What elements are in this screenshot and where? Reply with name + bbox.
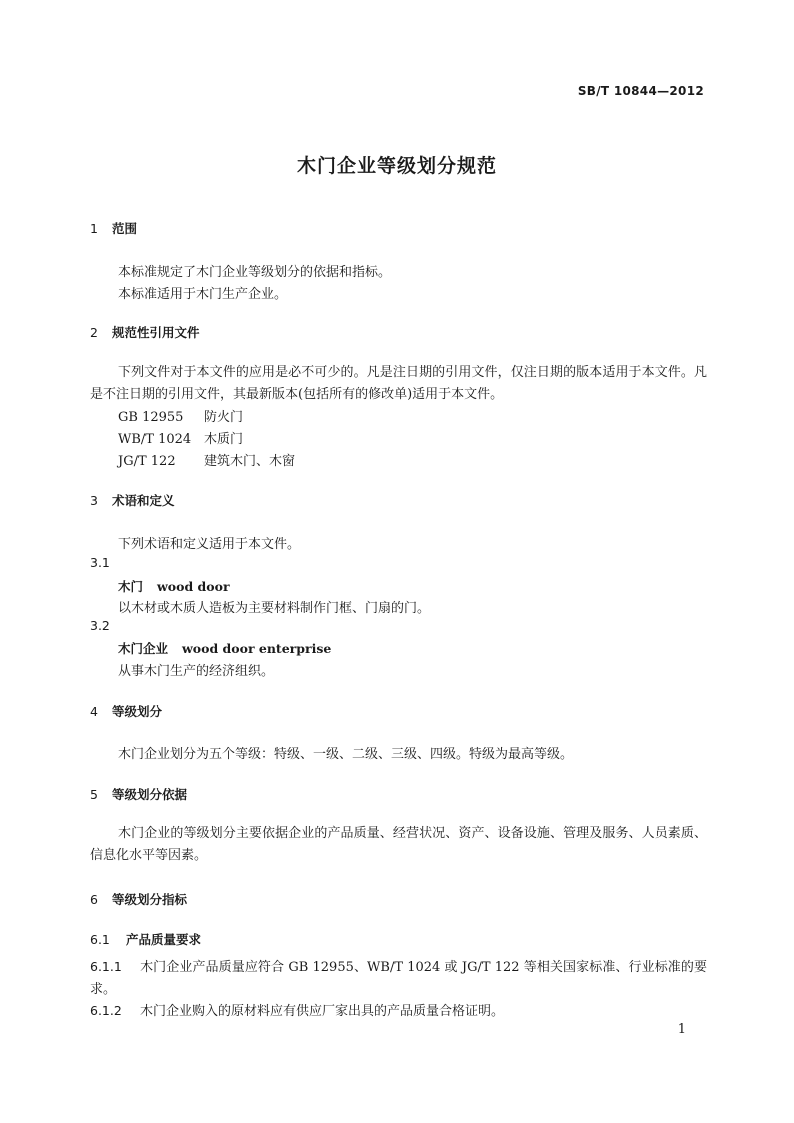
clause-text: 木门企业购入的原材料应有供应厂家出具的产品质量合格证明。 (140, 1004, 505, 1019)
reference-code: GB 12955 (118, 410, 184, 425)
standard-number: SB/T 10844—2012 (577, 84, 704, 98)
section-title: 等级划分依据 (112, 787, 188, 802)
reference-name: 防火门 (204, 410, 244, 425)
section-4-heading (90, 702, 162, 720)
reference-code: JG/T 122 (118, 454, 176, 469)
section-title: 规范性引用文件 (112, 325, 200, 340)
clause (90, 956, 707, 1001)
term-chinese: 木门企业 (118, 641, 169, 656)
reference-item (118, 450, 295, 469)
page-number: 1 (677, 1022, 686, 1037)
term-chinese: 木门 (118, 579, 144, 594)
reference-name: 建筑木门、木窗 (204, 454, 296, 469)
paragraph: 下列文件对于本文件的应用是必不可少的。凡是注日期的引用文件，仅注日期的版本适用于本文件。凡是不注日期的引用文件，其最新版本(包括所有的修改单)适用于本文件。 (90, 365, 707, 402)
section-number: 6 (90, 892, 98, 907)
section-number: 1 (90, 221, 98, 236)
term-english: wood door (157, 579, 230, 594)
section-6-heading (90, 890, 187, 908)
section-number: 2 (90, 325, 98, 340)
clause-number: 6.1.2 (90, 1003, 122, 1018)
section-number: 5 (90, 787, 98, 802)
reference-item (118, 406, 243, 425)
section-3-heading (90, 491, 175, 509)
section-title: 等级划分指标 (112, 892, 188, 907)
reference-name: 木质门 (204, 432, 244, 447)
term-number: 3.1 (90, 555, 110, 570)
clause (90, 1000, 504, 1019)
section-title: 等级划分 (112, 704, 163, 719)
section-title: 术语和定义 (112, 493, 175, 508)
reference-item (118, 428, 243, 447)
paragraph: 木门企业划分为五个等级：特级、一级、二级、三级、四级。特级为最高等级。 (118, 747, 574, 762)
subsection-title: 产品质量要求 (126, 932, 202, 947)
term-definition: 以木材或木质人造板为主要材料制作门框、门扇的门。 (118, 601, 431, 616)
document-title: 木门企业等级划分规范 (296, 155, 497, 177)
paragraph: 下列术语和定义适用于本文件。 (118, 537, 301, 552)
section-1-heading (90, 219, 137, 237)
paragraph: 本标准适用于木门生产企业。 (118, 287, 288, 302)
term-heading (118, 638, 331, 657)
clause-number: 6.1.1 (90, 959, 122, 974)
section-2-heading (90, 323, 200, 341)
section-title: 范围 (112, 221, 138, 236)
term-english: wood door enterprise (182, 641, 332, 656)
section-number: 3 (90, 493, 98, 508)
section-5-heading (90, 785, 187, 803)
subsection-heading (90, 930, 201, 948)
term-number: 3.2 (90, 618, 110, 633)
section-number: 4 (90, 704, 98, 719)
reference-code: WB/T 1024 (118, 432, 192, 447)
paragraph: 本标准规定了木门企业等级划分的依据和指标。 (118, 265, 392, 280)
paragraph: 木门企业的等级划分主要依据企业的产品质量、经营状况、资产、设备设施、管理及服务、人员素质、信息化水平等因素。 (90, 826, 707, 863)
term-definition: 从事木门生产的经济组织。 (118, 664, 275, 679)
subsection-number: 6.1 (90, 932, 110, 947)
term-heading (118, 576, 230, 595)
clause-text: 木门企业产品质量应符合 GB 12955、WB/T 1024 或 JG/T 122 等相关国家标准、行业标准的要求。 (90, 960, 707, 997)
